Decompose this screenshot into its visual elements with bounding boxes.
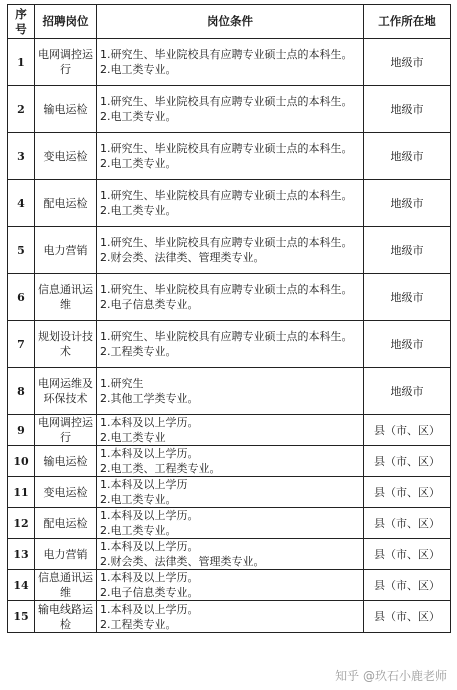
row-number bbox=[8, 86, 35, 133]
row-number-text: 1 bbox=[17, 55, 25, 69]
table-row bbox=[8, 227, 451, 274]
row-location bbox=[364, 39, 451, 86]
row-location-text: 地级市 bbox=[390, 102, 424, 116]
row-location-text: 地级市 bbox=[390, 290, 424, 304]
row-location-text: 县（市、区） bbox=[374, 485, 440, 499]
condition-line-1: 1.研究生、毕业院校具有应聘专业硕士点的本科生。 bbox=[100, 95, 353, 108]
row-conditions bbox=[97, 477, 364, 508]
row-number-text: 13 bbox=[13, 547, 29, 561]
row-position-text: 输电运检 bbox=[43, 454, 88, 468]
condition-line-2: 2.电子信息类专业。 bbox=[100, 298, 199, 311]
condition-line-2: 2.电工类专业。 bbox=[100, 524, 177, 537]
row-conditions bbox=[97, 539, 364, 570]
condition-line-1: 1.本科及以上学历。 bbox=[100, 571, 199, 584]
row-location bbox=[364, 601, 451, 633]
row-position-text: 信息通讯运维 bbox=[38, 283, 93, 311]
condition-line-2: 2.财会类、法律类、管理类专业。 bbox=[100, 251, 265, 264]
row-number bbox=[8, 508, 35, 539]
row-number bbox=[8, 180, 35, 227]
row-conditions bbox=[97, 39, 364, 86]
table-row bbox=[8, 446, 451, 477]
row-location bbox=[364, 86, 451, 133]
row-location bbox=[364, 539, 451, 570]
row-location-text: 地级市 bbox=[390, 55, 424, 69]
condition-line-2: 2.电子信息类专业。 bbox=[100, 586, 199, 599]
recruitment-table bbox=[7, 4, 451, 633]
row-conditions bbox=[97, 508, 364, 539]
row-number-text: 7 bbox=[17, 337, 25, 351]
row-conditions bbox=[97, 274, 364, 321]
condition-line-1: 1.研究生、毕业院校具有应聘专业硕士点的本科生。 bbox=[100, 189, 353, 202]
condition-line-1: 1.研究生、毕业院校具有应聘专业硕士点的本科生。 bbox=[100, 330, 353, 343]
condition-line-2: 2.工程类专业。 bbox=[100, 617, 177, 631]
row-location bbox=[364, 508, 451, 539]
row-location-text: 地级市 bbox=[390, 149, 424, 163]
condition-line-1: 1.研究生 bbox=[100, 377, 144, 390]
watermark-text: 知乎 @玖石小鹿老师 bbox=[335, 669, 447, 683]
row-position bbox=[35, 321, 97, 368]
condition-line-1: 1.本科及以上学历。 bbox=[100, 540, 199, 553]
row-number-text: 2 bbox=[17, 102, 25, 116]
row-number bbox=[8, 368, 35, 415]
condition-line-2: 2.电工类专业。 bbox=[100, 63, 177, 76]
row-position bbox=[35, 477, 97, 508]
row-number-text: 5 bbox=[17, 243, 25, 257]
row-position-text: 信息通讯运维 bbox=[38, 571, 93, 599]
condition-line-1: 1.本科及以上学历。 bbox=[100, 509, 199, 522]
row-location bbox=[364, 570, 451, 601]
row-number-text: 8 bbox=[17, 384, 25, 398]
row-position bbox=[35, 539, 97, 570]
row-number bbox=[8, 39, 35, 86]
row-number-text: 6 bbox=[17, 290, 25, 304]
table-header-row bbox=[8, 5, 451, 39]
condition-line-2: 2.电工类专业。 bbox=[100, 110, 177, 123]
condition-line-1: 1.研究生、毕业院校具有应聘专业硕士点的本科生。 bbox=[100, 283, 353, 296]
condition-line-2: 2.电工类专业。 bbox=[100, 157, 177, 170]
row-number-text: 14 bbox=[13, 578, 29, 592]
row-location bbox=[364, 180, 451, 227]
row-position-text: 配电运检 bbox=[43, 516, 88, 530]
table-row bbox=[8, 415, 451, 446]
row-number bbox=[8, 274, 35, 321]
row-location bbox=[364, 274, 451, 321]
row-number bbox=[8, 570, 35, 601]
row-location-text: 地级市 bbox=[390, 337, 424, 351]
row-position-text: 电力营销 bbox=[43, 547, 88, 561]
row-conditions bbox=[97, 415, 364, 446]
row-location bbox=[364, 415, 451, 446]
row-position bbox=[35, 86, 97, 133]
row-position-text: 配电运检 bbox=[43, 196, 88, 210]
table-row bbox=[8, 601, 451, 633]
row-conditions bbox=[97, 86, 364, 133]
row-number bbox=[8, 477, 35, 508]
header-location: 工作所在地 bbox=[364, 5, 451, 39]
row-location bbox=[364, 321, 451, 368]
condition-line-1: 1.研究生、毕业院校具有应聘专业硕士点的本科生。 bbox=[100, 142, 353, 155]
row-conditions bbox=[97, 133, 364, 180]
row-conditions bbox=[97, 570, 364, 601]
row-position-text: 电力营销 bbox=[43, 243, 88, 257]
row-conditions bbox=[97, 601, 364, 633]
row-position bbox=[35, 570, 97, 601]
table-row bbox=[8, 133, 451, 180]
row-number-text: 15 bbox=[13, 610, 29, 623]
row-number bbox=[8, 539, 35, 570]
row-location-text: 县（市、区） bbox=[374, 454, 440, 468]
table-row bbox=[8, 321, 451, 368]
row-location bbox=[364, 133, 451, 180]
row-number bbox=[8, 446, 35, 477]
row-position-text: 电网运维及环保技术 bbox=[38, 377, 93, 405]
row-position bbox=[35, 601, 97, 633]
row-location bbox=[364, 227, 451, 274]
row-location-text: 县（市、区） bbox=[374, 610, 440, 623]
row-position bbox=[35, 415, 97, 446]
row-location-text: 县（市、区） bbox=[374, 516, 440, 530]
table-row bbox=[8, 274, 451, 321]
row-number bbox=[8, 415, 35, 446]
row-number bbox=[8, 133, 35, 180]
condition-line-1: 1.研究生、毕业院校具有应聘专业硕士点的本科生。 bbox=[100, 236, 353, 249]
table-row bbox=[8, 570, 451, 601]
header-conditions: 岗位条件 bbox=[97, 5, 364, 39]
table-row bbox=[8, 477, 451, 508]
table-row bbox=[8, 39, 451, 86]
condition-line-2: 2.电工类专业 bbox=[100, 431, 166, 444]
condition-line-2: 2.其他工学类专业。 bbox=[100, 392, 199, 405]
condition-line-1: 1.本科及以上学历 bbox=[100, 478, 188, 491]
row-number bbox=[8, 321, 35, 368]
row-location bbox=[364, 477, 451, 508]
row-location bbox=[364, 368, 451, 415]
table-row bbox=[8, 508, 451, 539]
condition-line-2: 2.电工类专业。 bbox=[100, 493, 177, 506]
table-row bbox=[8, 86, 451, 133]
header-position: 招聘岗位 bbox=[35, 5, 97, 39]
table-row bbox=[8, 180, 451, 227]
row-location-text: 地级市 bbox=[390, 384, 424, 398]
row-conditions bbox=[97, 446, 364, 477]
row-location bbox=[364, 446, 451, 477]
row-number bbox=[8, 601, 35, 633]
table-row bbox=[8, 539, 451, 570]
row-number-text: 10 bbox=[13, 454, 29, 468]
row-position-text: 电网调控运行 bbox=[38, 416, 93, 444]
row-position-text: 变电运检 bbox=[43, 485, 88, 499]
condition-line-2: 2.电工类、工程类专业。 bbox=[100, 462, 221, 475]
row-number-text: 12 bbox=[13, 516, 29, 530]
condition-line-2: 2.电工类专业。 bbox=[100, 204, 177, 217]
row-position bbox=[35, 508, 97, 539]
row-position bbox=[35, 133, 97, 180]
row-position-text: 输电运检 bbox=[43, 102, 88, 116]
row-conditions bbox=[97, 321, 364, 368]
condition-line-1: 1.本科及以上学历。 bbox=[100, 447, 199, 460]
row-position bbox=[35, 446, 97, 477]
condition-line-2: 2.工程类专业。 bbox=[100, 345, 177, 358]
row-number bbox=[8, 227, 35, 274]
row-position bbox=[35, 39, 97, 86]
row-position-text: 电网调控运行 bbox=[38, 48, 93, 76]
row-location-text: 县（市、区） bbox=[374, 547, 440, 561]
row-location-text: 县（市、区） bbox=[374, 578, 440, 592]
row-position bbox=[35, 227, 97, 274]
row-position bbox=[35, 274, 97, 321]
row-position bbox=[35, 180, 97, 227]
row-number-text: 3 bbox=[17, 149, 25, 163]
condition-line-1: 1.研究生、毕业院校具有应聘专业硕士点的本科生。 bbox=[100, 48, 353, 61]
row-location-text: 地级市 bbox=[390, 243, 424, 257]
row-conditions bbox=[97, 368, 364, 415]
row-number-text: 4 bbox=[17, 196, 25, 210]
row-position-text: 变电运检 bbox=[43, 149, 88, 163]
row-number-text: 11 bbox=[13, 485, 29, 499]
row-conditions bbox=[97, 227, 364, 274]
condition-line-1: 1.本科及以上学历。 bbox=[100, 602, 199, 616]
table-row bbox=[8, 368, 451, 415]
row-conditions bbox=[97, 180, 364, 227]
row-number-text: 9 bbox=[17, 423, 25, 437]
header-seq: 序号 bbox=[8, 5, 35, 39]
row-position-text: 输电线路运检 bbox=[38, 602, 93, 631]
row-position-text: 规划设计技术 bbox=[38, 330, 93, 358]
row-location-text: 地级市 bbox=[390, 196, 424, 210]
row-position bbox=[35, 368, 97, 415]
condition-line-2: 2.财会类、法律类、管理类专业。 bbox=[100, 555, 265, 568]
condition-line-1: 1.本科及以上学历。 bbox=[100, 416, 199, 429]
row-location-text: 县（市、区） bbox=[374, 423, 440, 437]
